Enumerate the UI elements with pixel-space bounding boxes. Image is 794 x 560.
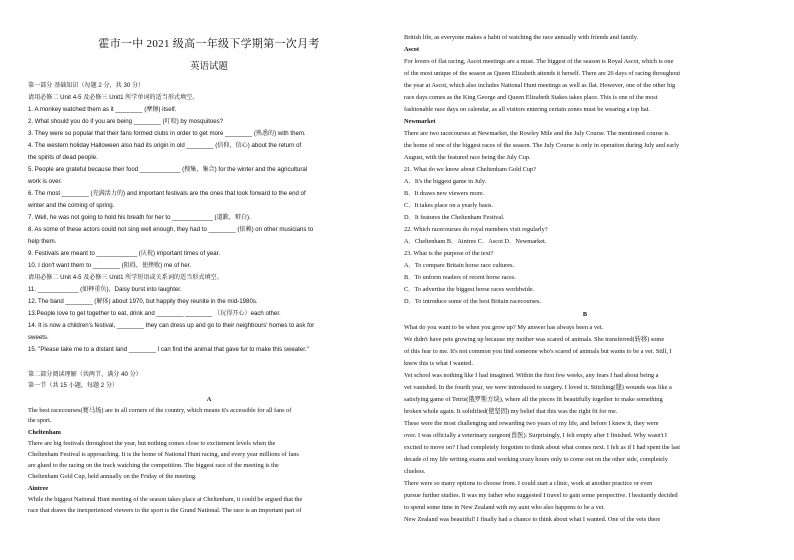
passage-line: decade of my life writing exams and working crazy hours only to come out on the other side, completely: [404, 456, 668, 463]
passage-line: pursue further studies. It was my father who suggested I travel to gain some perspective. I hesitantly decided: [404, 492, 678, 499]
question-line: 7. Well, he was not going to hold his breath for her to ____________ (道歉，辩白).: [28, 214, 251, 221]
answer-option: A．It's the biggest game in July.: [404, 178, 487, 185]
question-line: help them.: [28, 238, 57, 245]
answer-option: D．To introduce some of the best Britain racecourses.: [404, 298, 542, 305]
answer-option: B．To unform readers of recent horse races.: [404, 274, 516, 281]
question-line: 23. What is the purpose of the text?: [404, 250, 494, 257]
passage-line: Vet school was nothing like I had imagined. Within the first few weeks, any fears I had about being a: [404, 372, 659, 379]
question-line: 10. I don't want them to ________ (阻碍，使挫败) me of her.: [28, 262, 192, 269]
answer-option: C．To advertise the biggest horse races worldwide.: [404, 286, 535, 293]
question-line: 3. They were so popular that their fans formed clubs in order to get more ________ (熟悉的) with them.: [28, 130, 306, 137]
passage-line: There were so many options to choose from. I could start a clinic, work at another practice or even: [404, 480, 653, 487]
passage-line: Cheltenham Gold Cup, held annually on the Friday of the meeting.: [28, 473, 197, 480]
question-line: 11. ____________ (如释重负)，Daisy burst into laughter.: [28, 286, 182, 293]
passage-line: broken whole again. It solidified(使坚固) my belief that this was the right fit for me.: [404, 408, 618, 415]
passage-line: There are big festivals throughout the year, but nothing comes close to excitement levels when the: [28, 440, 276, 447]
section-heading-ascot: Ascot: [404, 46, 420, 53]
question-line: 6. The most ________ (充满活力的) and important festivals are the ones that look forward to the end of: [28, 190, 306, 197]
question-line: 22. Which racecourses do royal members visit regularly?: [404, 226, 548, 233]
question-line: 5. People are grateful because their food ____________ (搜集，集合) for the winter and the agricultural: [28, 166, 308, 173]
passage-b-label: B: [582, 311, 588, 318]
section-heading-aintree: Aintree: [28, 485, 49, 492]
passage-line: Cheltenham Festival is approaching. It is the home of National Hunt racing, and every year millions of fans: [28, 451, 299, 458]
passage-line: excited to move on? I had completely forgotten to think about what comes next. I felt as if I had spent the last: [404, 444, 680, 451]
passage-line: the home of one of the biggest races of the season. The July Course is only in operation during July and early: [404, 142, 680, 149]
answer-option: C．It takes place on a yearly basis.: [404, 202, 494, 209]
section-heading-newmarket: Newmarket: [404, 118, 436, 125]
part1-instruction: 请用必修二 Unit 4-5 及必修三 Unit1 所学单词的适当形式填空。: [28, 94, 199, 101]
passage-line: the sport.: [28, 417, 52, 424]
question-line: 9. Festivals are meant to ____________ (庆祝) important times of year.: [28, 250, 221, 257]
answer-option: D．It features the Cheltenham Festival.: [404, 214, 505, 221]
passage-line: of this fear to me. It's not common you find someone who's scared of animals but wants to be a vet. Still, I: [404, 348, 672, 355]
answer-option: A．Cheltenham B．Aintree C．Ascot D．Newmarket.: [404, 238, 547, 245]
question-line: work is over.: [28, 178, 62, 185]
question-line: 2. What should you do if you are being ________ (叮咬) by mosquitoes?: [28, 118, 224, 125]
part2-header: 第二部分阅读理解（共两节，满分 40 分）: [28, 371, 142, 378]
passage-line: to spend some time in New Zealand with my aunt who also happens to be a vet.: [404, 504, 605, 511]
question-line: 1. A monkey watched them as it ________ (摩擦) itself.: [28, 106, 177, 113]
question-line: 15. "Please take me to a distant land ________ I can find the animal that gave fur to make this sweater.": [28, 346, 309, 353]
question-line: sweets.: [28, 334, 49, 341]
passage-a-label: A: [206, 396, 212, 403]
passage-line: satisfying game of Tetris(俄罗斯方块), where all the pieces fit beautifully together to make something: [404, 396, 663, 403]
passage-line: race that draws the inexperienced viewers to the sport is the Grand National. The race is an important part of: [28, 507, 302, 514]
question-line: 14. It is now a children's festival, ________ they can dress up and go to their neighbours' homes to ask for: [28, 322, 315, 329]
question-line: the spirits of dead people.: [28, 154, 98, 161]
passage-line: the year at Ascot, which also includes National Hunt meetings as well as flat. However, one of the other big: [404, 82, 676, 89]
passage-line: We didn't have pets growing up because my mother was scared of animals. She transferred(转移) some: [404, 336, 665, 343]
passage-line: of the most unique of the season as Queen Elizabeth attends it herself. There are 26 days of racing throughout: [404, 70, 681, 77]
page-subtitle: 英语试题: [189, 62, 228, 72]
passage-line: August, with the featured race being the July Cup.: [404, 154, 531, 161]
part1-header: 第一部分 基础知识（每题 2 分，共 30 分）: [28, 82, 145, 89]
question-line: 4. The western holiday Halloween also had its origin in old ________ (信仰，信心) about the return of: [28, 142, 302, 149]
passage-line: fashionable race days on calendar, as all visitors entering certain zones must be wearing a top hat.: [404, 106, 650, 113]
page-title: 霍市一中 2021 级高一年级下学期第一次月考: [98, 38, 320, 50]
passage-line: There are two racecourses at Newmarket, the Rowley Mile and the July Course. The mentioned course is: [404, 130, 669, 137]
question-line: 21. What do we know about Cheltenham Gold Cup?: [404, 166, 536, 173]
question-line: winter and the coming of spring.: [28, 202, 115, 209]
passage-line: clueless.: [404, 468, 426, 475]
passage-line: New Zealand was beautiful! I finally had a chance to think about what I wanted. One of the vets there: [404, 516, 661, 523]
passage-line: What do you want to be when you grow up? My answer has always been a vet.: [404, 324, 604, 331]
question-line: 12. The band ________ (解体) about 1970, but happily they reunite in the mid-1980s.: [28, 298, 258, 305]
passage-line: British life, as everyone makes a habit of watching the race annually with friends and family.: [404, 34, 639, 41]
part1-instruction-2: 请用必修二 Unit 4-5 及必修三 Unit1 所学短语或关系词的适当形式填空。: [28, 274, 223, 281]
passage-line: For lovers of flat racing, Ascot meetings are a must. The biggest of the season is Royal Ascot, which is one: [404, 58, 674, 65]
passage-line: While the biggest National Hunt meeting of the season takes place at Cheltenham, it could be argued that the: [28, 496, 303, 503]
answer-option: B．It draws new viewers more.: [404, 190, 485, 197]
question-line: 13.People love to get together to eat, drink and ________ ________ （玩得开心）each other.: [28, 310, 281, 317]
passage-line: vet vanished. In the fourth year, we were introduced to surgery. I loved it. Stitching(缝) wounds was like a: [404, 384, 672, 391]
section-heading-cheltenham: Cheltenham: [28, 429, 61, 436]
passage-line: These were the most challenging and rewarding two years of my life, and before I knew it, they were: [404, 420, 659, 427]
part2-section: 第一节（共 15 小题，每题 2 分）: [28, 382, 119, 389]
answer-option: A．To compare Britain horse race cultures.: [404, 262, 515, 269]
passage-line: over. I was officially a veterinary surgeon(兽医). Surprisingly, I felt empty after I finished. Why wasn't I: [404, 432, 668, 439]
question-line: 8. As some of these actors could not sing well enough, they had to ________ (依赖) on other musicians to: [28, 226, 314, 233]
passage-line: knew this is what I wanted.: [404, 360, 473, 367]
passage-line: race days comes as the King George and Queen Elizabeth Stakes takes place. This is one of the most: [404, 94, 658, 101]
passage-line: are glued to the racing on the track watching the competition. The biggest race of the meeting is the: [28, 462, 279, 469]
passage-line: The best racecourses(赛马场) are in all corners of the country, which means it's accessible for all fans of: [28, 407, 292, 414]
